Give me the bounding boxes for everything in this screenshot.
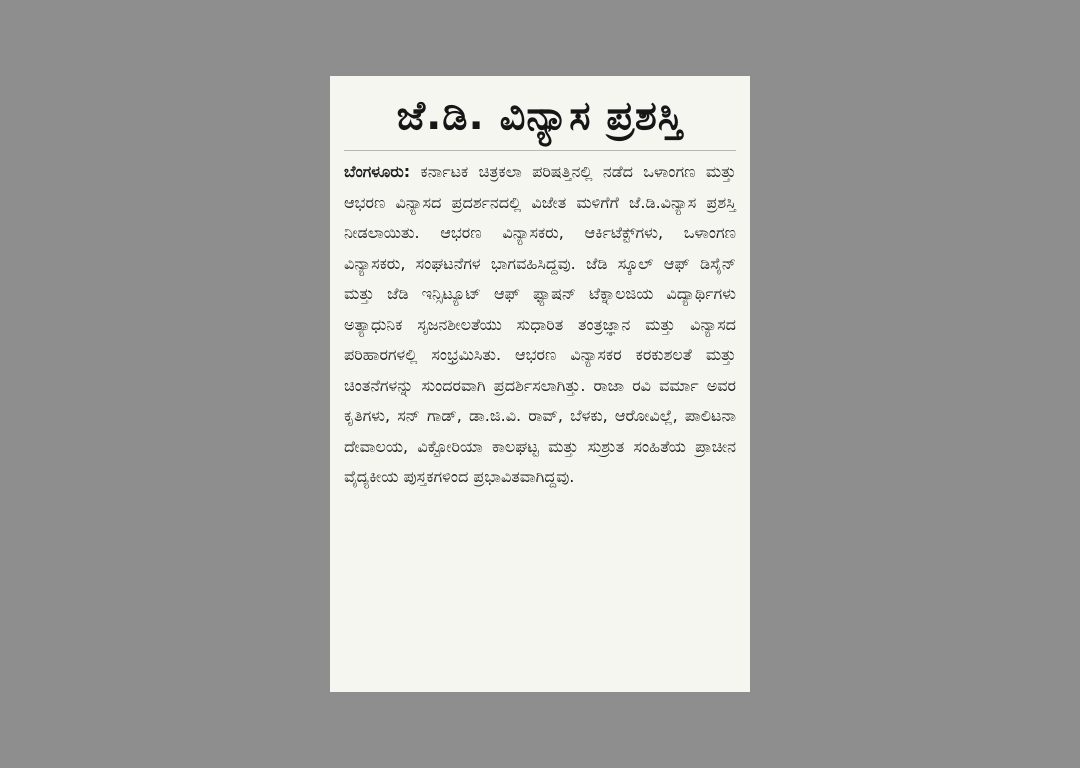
article-body [344,157,736,493]
article-body-text: ಕರ್ನಾಟಕ ಚಿತ್ರಕಲಾ ಪರಿಷತ್ತಿನಲ್ಲಿ ನಡೆದ ಒಳಾಂಗಣ ಮತ್ತು ಆಭರಣ ವಿನ್ಯಾಸದ ಪ್ರದರ್ಶನದಲ್ಲಿ ವಿಜೇತ ಮಳಿಗೆಗೆ ಜೆ.ಡಿ.ವಿನ್ಯಾಸ ಪ್ರಶಸ್ತಿ ನೀಡಲಾಯಿತು. ಆಭರಣ ವಿನ್ಯಾಸಕರು, ಆರ್ಕಿಟೆಕ್ಟ್‌ಗಳು, ಒಳಾಂಗಣ ವಿನ್ಯಾಸಕರು, ಸಂಘಟನೆಗಳ ಭಾಗವಹಿಸಿದ್ದವು. ಜೆಡಿ ಸ್ಕೂಲ್ ಆಫ್ ಡಿಸೈನ್ ಮತ್ತು ಜೆಡಿ ಇನ್ಸಿಟ್ಯೂಟ್ ಆಫ್ ಫ್ಯಾಷನ್ ಟೆಕ್ನಾಲಜಿಯ ವಿದ್ಯಾರ್ಥಿಗಳು ಅತ್ಯಾಧುನಿಕ ಸೃಜನಶೀಲತೆಯು ಸುಧಾರಿತ ತಂತ್ರಜ್ಞಾನ ಮತ್ತು ವಿನ್ಯಾಸದ ಪರಿಹಾರಗಳಲ್ಲಿ ಸಂಭ್ರಮಿಸಿತು. ಆಭರಣ ವಿನ್ಯಾಸಕರ ಕರಕುಶಲತೆ ಮತ್ತು ಚಿಂತನೆಗಳನ್ನು ಸುಂದರವಾಗಿ ಪ್ರದರ್ಶಿಸಲಾಗಿತ್ತು. ರಾಜಾ ರವಿ ವರ್ಮಾ ಅವರ ಕೃತಿಗಳು, ಸನ್ ಗಾಡ್, ಡಾ.ಜಿ.ವಿ. ರಾವ್, ಬೆಳಕು, ಆರೋವಿಲ್ಲೆ, ಪಾಲಿಟನಾ ದೇವಾಲಯ, ವಿಕ್ಟೋರಿಯಾ ಕಾಲಘಟ್ಟ ಮತ್ತು ಸುಶ್ರುತ ಸಂಹಿತೆಯ ಪ್ರಾಚೀನ ವೈದ್ಯಕೀಯ ಪುಸ್ತಕಗಳಿಂದ ಪ್ರಭಾವಿತವಾಗಿದ್ದವು. [344,162,736,486]
headline-divider [344,150,736,151]
article-dateline: ಬೆಂಗಳೂರು: [344,162,411,181]
article-headline: ಜೆ.ಡಿ. ವಿನ್ಯಾಸ ಪ್ರಶಸ್ತಿ [396,93,684,139]
newspaper-clipping [330,76,750,692]
